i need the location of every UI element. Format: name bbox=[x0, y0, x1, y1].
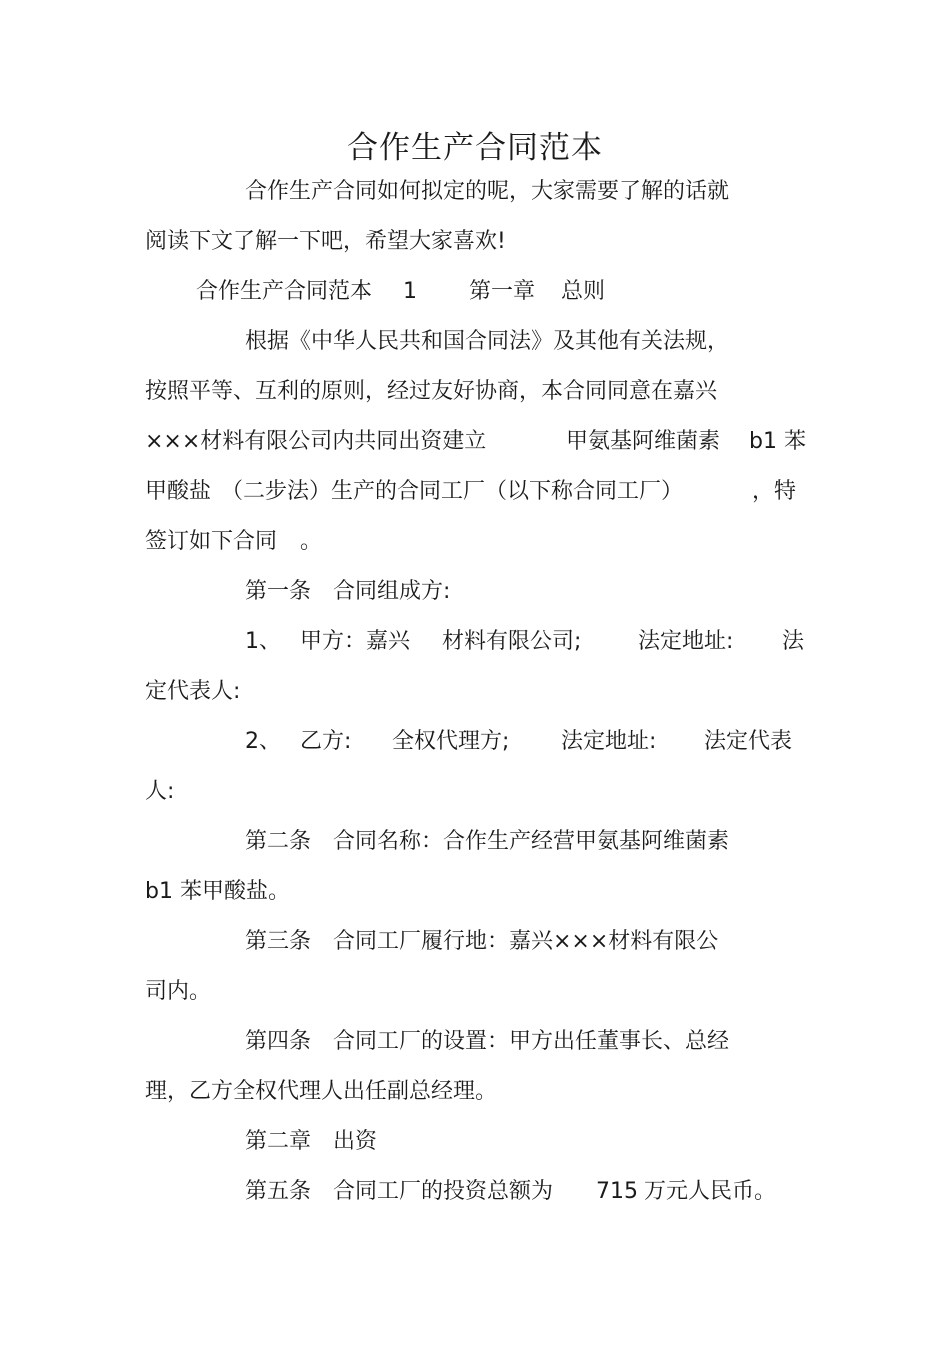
party-a-line bbox=[0, 627, 950, 657]
chapter-1-heading bbox=[0, 277, 950, 307]
preamble-line-2: 按照平等、互利的原则，经过友好协商，本合同同意在嘉兴 bbox=[145, 379, 718, 404]
party-b-label: 乙方: bbox=[300, 729, 352, 754]
preamble-line-4-b: （二步法）生产的合同工厂（以下称合同工厂） bbox=[221, 479, 684, 504]
article-3-line-1: 第三条 合同工厂履行地：嘉兴×××材料有限公 bbox=[245, 929, 719, 954]
document-title: 合作生产合同范本 bbox=[347, 130, 603, 166]
article-5-prefix: 第五条 合同工厂的投资总额为 bbox=[245, 1179, 554, 1204]
party-b-number: 2、 bbox=[245, 729, 281, 754]
chapter-2-heading: 第二章 出资 bbox=[245, 1129, 378, 1154]
preamble-line-3 bbox=[0, 427, 950, 457]
investment-amount: 715 bbox=[596, 1179, 638, 1204]
article-5-line bbox=[0, 1177, 950, 1207]
preamble-line-4-c: ，特 bbox=[752, 479, 797, 504]
party-a-rep-end: 定代表人: bbox=[145, 679, 241, 704]
intro-line-2: 阅读下文了解一下吧，希望大家喜欢! bbox=[145, 229, 506, 254]
article-2-line-2: b1 苯甲酸盐。 bbox=[145, 879, 290, 904]
party-b-address: 法定地址: bbox=[561, 729, 657, 754]
party-a-number: 1、 bbox=[245, 629, 281, 654]
chapter-1-label: 第一章 bbox=[469, 279, 536, 304]
article-5-suffix: 万元人民币。 bbox=[644, 1179, 777, 1204]
article-4-line-2: 理，乙方全权代理人出任副总经理。 bbox=[145, 1079, 498, 1104]
party-b-rep-end: 人: bbox=[145, 779, 175, 804]
party-b-line bbox=[0, 727, 950, 757]
preamble-line-5-b: 。 bbox=[300, 529, 323, 554]
article-2-line-1: 第二条 合同名称：合作生产经营甲氨基阿维菌素 bbox=[245, 829, 730, 854]
party-a-rep-start: 法 bbox=[782, 629, 805, 654]
party-b-agent: 全权代理方; bbox=[392, 729, 510, 754]
preamble-line-5-a: 签订如下合同 bbox=[145, 529, 278, 554]
preamble-line-1: 根据《中华人民共和国合同法》及其他有关法规， bbox=[245, 329, 730, 354]
preamble-line-4 bbox=[0, 477, 950, 507]
party-a-company: 材料有限公司; bbox=[442, 629, 582, 654]
preamble-line-4-a: 甲酸盐 bbox=[145, 479, 212, 504]
contract-template-number: 1 bbox=[403, 279, 417, 304]
preamble-line-3-c: b1 苯 bbox=[749, 429, 806, 454]
intro-line-1: 合作生产合同如何拟定的呢，大家需要了解的话就 bbox=[245, 179, 730, 204]
party-a-address: 法定地址: bbox=[638, 629, 734, 654]
preamble-line-5 bbox=[0, 527, 950, 557]
party-a-label: 甲方：嘉兴 bbox=[300, 629, 411, 654]
chapter-1-title: 总则 bbox=[561, 279, 606, 304]
preamble-line-3-a: ×××材料有限公司内共同出资建立 bbox=[145, 429, 487, 454]
preamble-line-3-b: 甲氨基阿维菌素 bbox=[566, 429, 721, 454]
article-1-heading: 第一条 合同组成方: bbox=[245, 579, 451, 604]
article-3-line-2: 司内。 bbox=[145, 979, 212, 1004]
article-4-line-1: 第四条 合同工厂的设置：甲方出任董事长、总经 bbox=[245, 1029, 730, 1054]
party-b-rep-start: 法定代表 bbox=[704, 729, 793, 754]
contract-template-name: 合作生产合同范本 bbox=[196, 279, 373, 304]
